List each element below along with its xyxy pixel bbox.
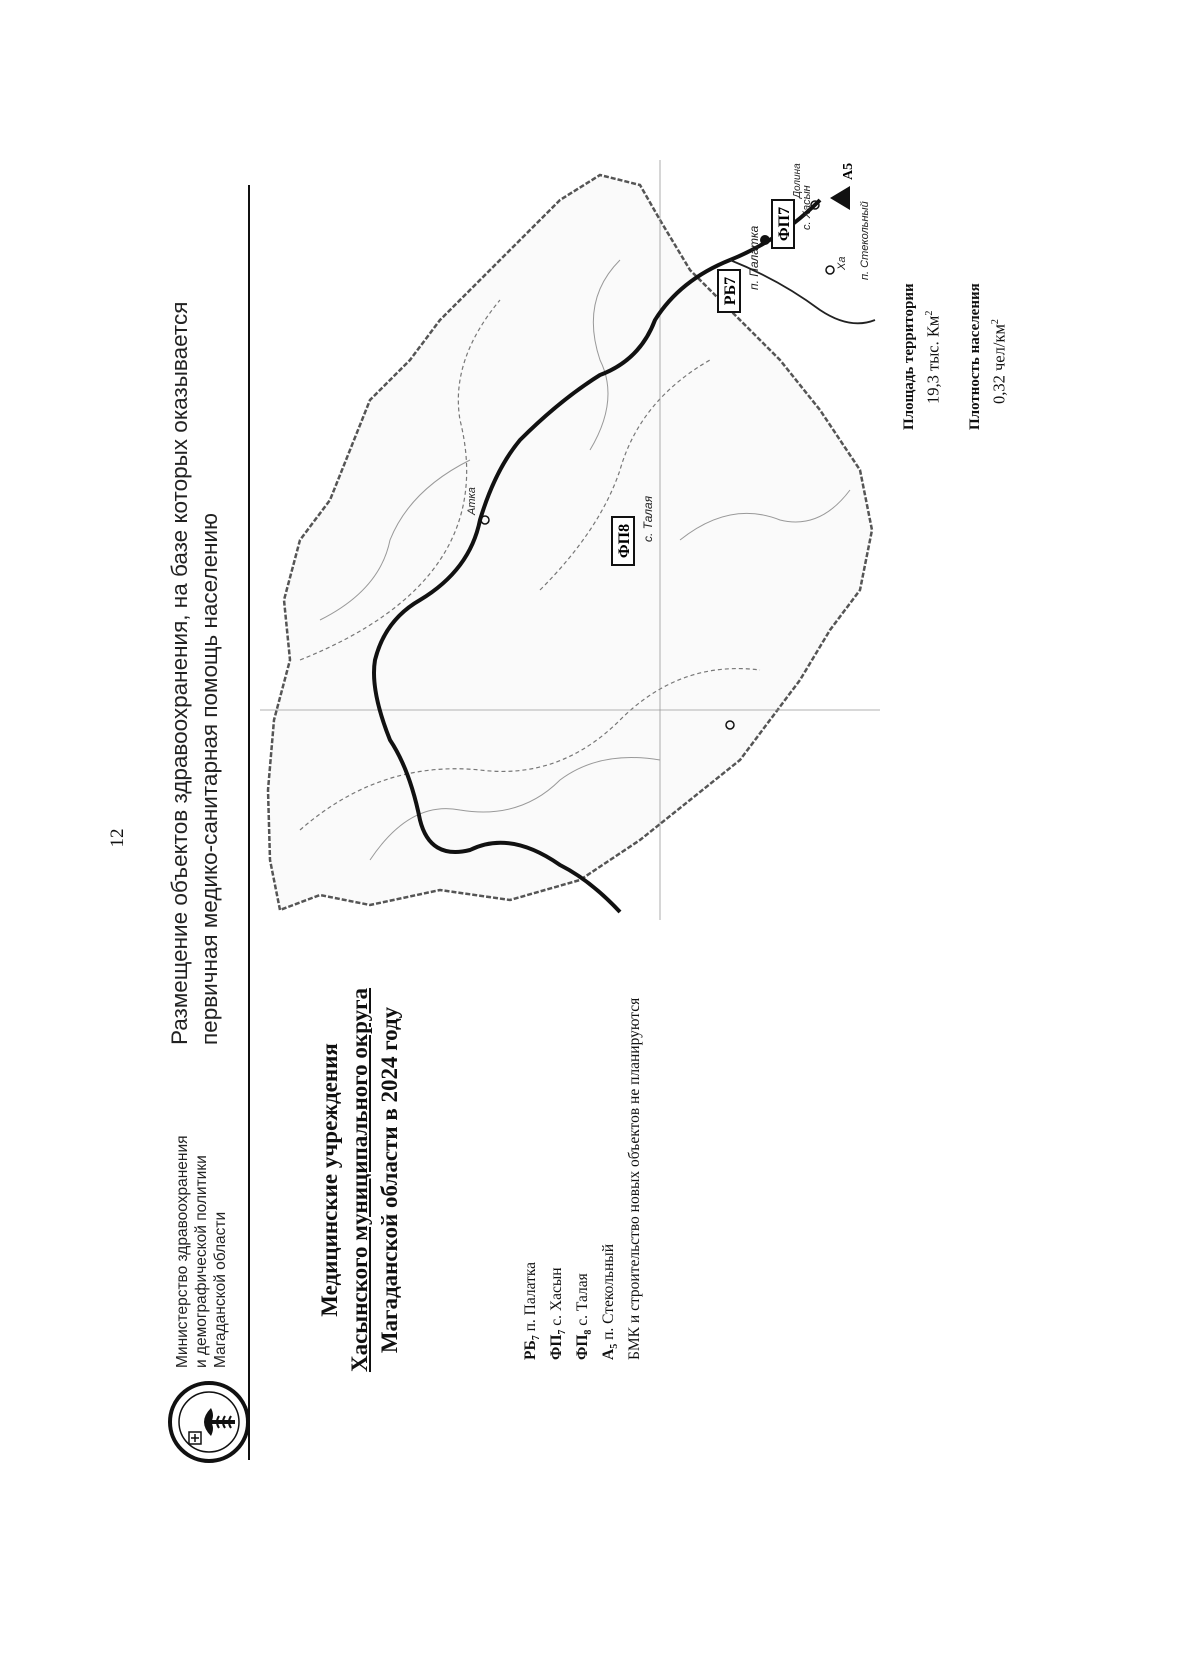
district-map bbox=[260, 160, 880, 920]
legend-code: ФП bbox=[574, 1334, 592, 1360]
marker-a5-label: А5 bbox=[841, 162, 856, 180]
territory-stats bbox=[900, 160, 1009, 430]
area-label: Площадь территории bbox=[901, 283, 917, 430]
density-value-text: 0,32 чел/км bbox=[989, 324, 1008, 404]
legend-index: 8 bbox=[583, 1329, 595, 1335]
map-label-talaya: с. Талая bbox=[641, 495, 655, 542]
legend-text: п. Стекольный bbox=[600, 1243, 618, 1344]
density-value bbox=[985, 160, 1010, 430]
marker-fp8 bbox=[612, 517, 634, 565]
legend-text: с. Талая bbox=[574, 1273, 592, 1330]
marker-rb7-label: РБ7 bbox=[722, 276, 739, 306]
legend-text: п. Палатка bbox=[522, 1261, 539, 1336]
header-divider bbox=[248, 185, 250, 1460]
area-value-text: 19,3 тыс. Км bbox=[923, 315, 943, 404]
legend-note: БМК и строительство новых объектов не планируются bbox=[626, 997, 644, 1360]
page-title bbox=[315, 900, 405, 1460]
settlement-dot bbox=[760, 235, 770, 245]
map-label-palatka: п. Палатка bbox=[747, 225, 761, 290]
header-title: Размещение объектов здравоохранения, на базе которых оказывается первичная медико-санитарная помощь населению bbox=[167, 301, 222, 1045]
marker-fp7-label: ФП7 bbox=[776, 206, 793, 242]
density-label: Плотность населения bbox=[966, 283, 983, 430]
ministry-line-3: Магаданской области bbox=[212, 1211, 229, 1368]
ministry-name bbox=[173, 1068, 230, 1368]
marker-rb7 bbox=[718, 270, 740, 312]
ministry-line-2: и демографической политики bbox=[193, 1155, 210, 1368]
ministry-logo-icon bbox=[167, 1380, 251, 1464]
ministry-line-1: Министерство здравоохранения bbox=[174, 1135, 191, 1368]
marker-a5 bbox=[830, 163, 856, 210]
title-line-2: Хасынского муниципального округа bbox=[347, 987, 372, 1373]
map-label-ha: Ха bbox=[836, 256, 848, 270]
legend-index: 7 bbox=[557, 1329, 569, 1335]
area-value bbox=[919, 160, 944, 430]
map-label-atka: Атка bbox=[466, 487, 478, 515]
map-label-dolina: Долина bbox=[792, 163, 803, 198]
legend-index: 5 bbox=[609, 1343, 621, 1349]
marker-fp7 bbox=[772, 200, 794, 248]
marker-fp8-label: ФП8 bbox=[616, 523, 633, 559]
slide-header bbox=[155, 160, 265, 1500]
legend-text: с. Хасын bbox=[548, 1267, 566, 1330]
map-label-hasyn: с. Хасын bbox=[801, 185, 813, 230]
legend-index: 7 bbox=[531, 1335, 543, 1341]
page-number: 12 bbox=[107, 828, 128, 848]
map-label-stekolny: п. Стекольный bbox=[859, 201, 871, 280]
density-value-sup: 2 bbox=[989, 319, 1001, 325]
legend-code: ФП bbox=[548, 1334, 566, 1360]
legend-code: А bbox=[600, 1348, 618, 1360]
area-value-sup: 2 bbox=[924, 310, 935, 316]
settlement-dot bbox=[826, 266, 834, 274]
legend-code: РБ bbox=[522, 1340, 539, 1360]
title-line-1: Медицинские учреждения bbox=[317, 1043, 342, 1317]
title-line-3: Магаданской области в 2024 году bbox=[377, 1006, 402, 1354]
slide bbox=[155, 160, 1055, 1500]
